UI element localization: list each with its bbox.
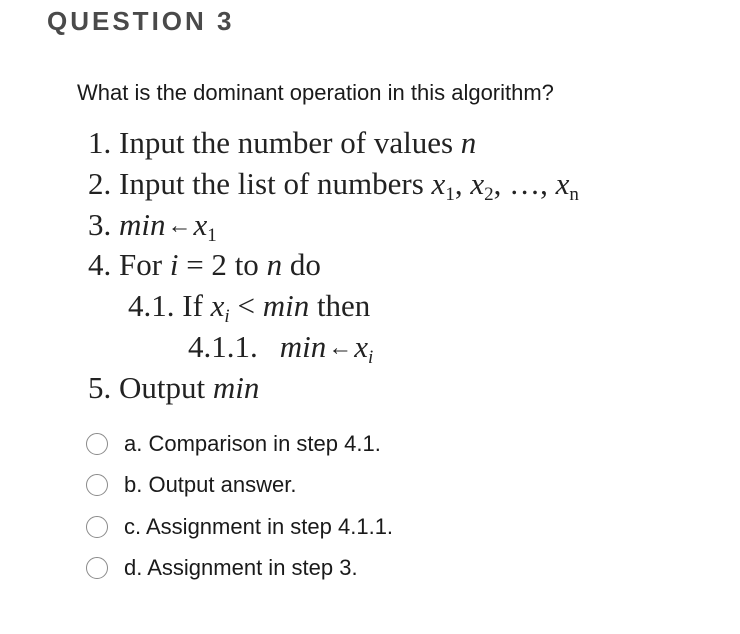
option-b[interactable] <box>86 465 393 507</box>
subscript: i <box>224 306 230 328</box>
keyword-then: then <box>316 288 371 324</box>
left-arrow-icon: ← <box>167 212 192 239</box>
question-title: QUESTION 3 <box>47 6 235 36</box>
subscript: n <box>569 183 579 205</box>
algorithm-block <box>88 123 579 409</box>
subscript: 1 <box>445 183 455 205</box>
step-number: 1. <box>88 125 112 160</box>
subscript: 1 <box>207 224 217 246</box>
less-than-operator: < <box>237 288 255 324</box>
algorithm-line-3 <box>88 205 579 246</box>
variable-min: min <box>279 328 327 364</box>
variable-min: min <box>262 288 310 324</box>
radio-button[interactable] <box>86 474 108 496</box>
radio-button[interactable] <box>86 516 108 538</box>
step-text: Input the number of values <box>119 125 454 160</box>
radio-button[interactable] <box>86 433 108 455</box>
keyword-for: For <box>119 247 163 283</box>
option-label[interactable]: d. Assignment in step 3. <box>124 555 358 581</box>
algorithm-line-5 <box>88 368 579 409</box>
variable-x: x <box>193 206 208 242</box>
option-label[interactable]: b. Output answer. <box>124 472 297 498</box>
algorithm-line-4-1 <box>88 286 579 327</box>
option-d[interactable] <box>86 548 393 590</box>
assign-value: = 2 <box>186 247 227 283</box>
left-arrow-icon: ← <box>328 334 353 361</box>
ellipsis: … <box>509 165 541 201</box>
variable-x: x <box>431 165 446 201</box>
answer-options <box>86 423 393 589</box>
step-number: 5. <box>88 369 112 405</box>
subscript: 2 <box>484 183 494 205</box>
step-text: Output <box>119 369 206 405</box>
variable-x: x <box>210 288 225 324</box>
step-number: 4.1. <box>128 288 175 324</box>
subscript: i <box>368 346 374 368</box>
algorithm-line-1 <box>88 123 579 164</box>
variable-x: x <box>354 328 369 364</box>
option-label[interactable]: c. Assignment in step 4.1.1. <box>124 513 394 539</box>
variable-n: n <box>266 247 283 283</box>
variable-x: x <box>470 165 485 201</box>
step-number: 2. <box>88 165 112 201</box>
radio-button[interactable] <box>86 557 108 579</box>
keyword-do: do <box>289 247 321 283</box>
algorithm-line-4 <box>88 245 579 286</box>
algorithm-line-4-1-1 <box>88 327 579 368</box>
step-number: 4. <box>88 247 112 283</box>
algorithm-line-2: 2. Input the list of numbers $x_1$, $x_2$, …, $x_n$ <box>88 165 579 205</box>
step-number: 4.1.1. <box>188 328 258 364</box>
variable-x: x <box>555 165 570 201</box>
step-text: Input the list of numbers <box>119 165 424 201</box>
variable-n: n <box>460 125 477 160</box>
option-a[interactable] <box>86 423 393 465</box>
variable-min: min <box>119 206 166 242</box>
variable-i: i <box>169 247 179 283</box>
variable-min: min <box>212 369 260 405</box>
option-label[interactable]: a. Comparison in step 4.1. <box>124 430 381 456</box>
question-prompt: What is the dominant operation in this algorithm? <box>77 80 554 105</box>
keyword-to: to <box>234 247 259 283</box>
step-number: 3. <box>88 206 112 242</box>
option-c[interactable] <box>86 506 393 548</box>
keyword-if: If <box>182 288 203 324</box>
